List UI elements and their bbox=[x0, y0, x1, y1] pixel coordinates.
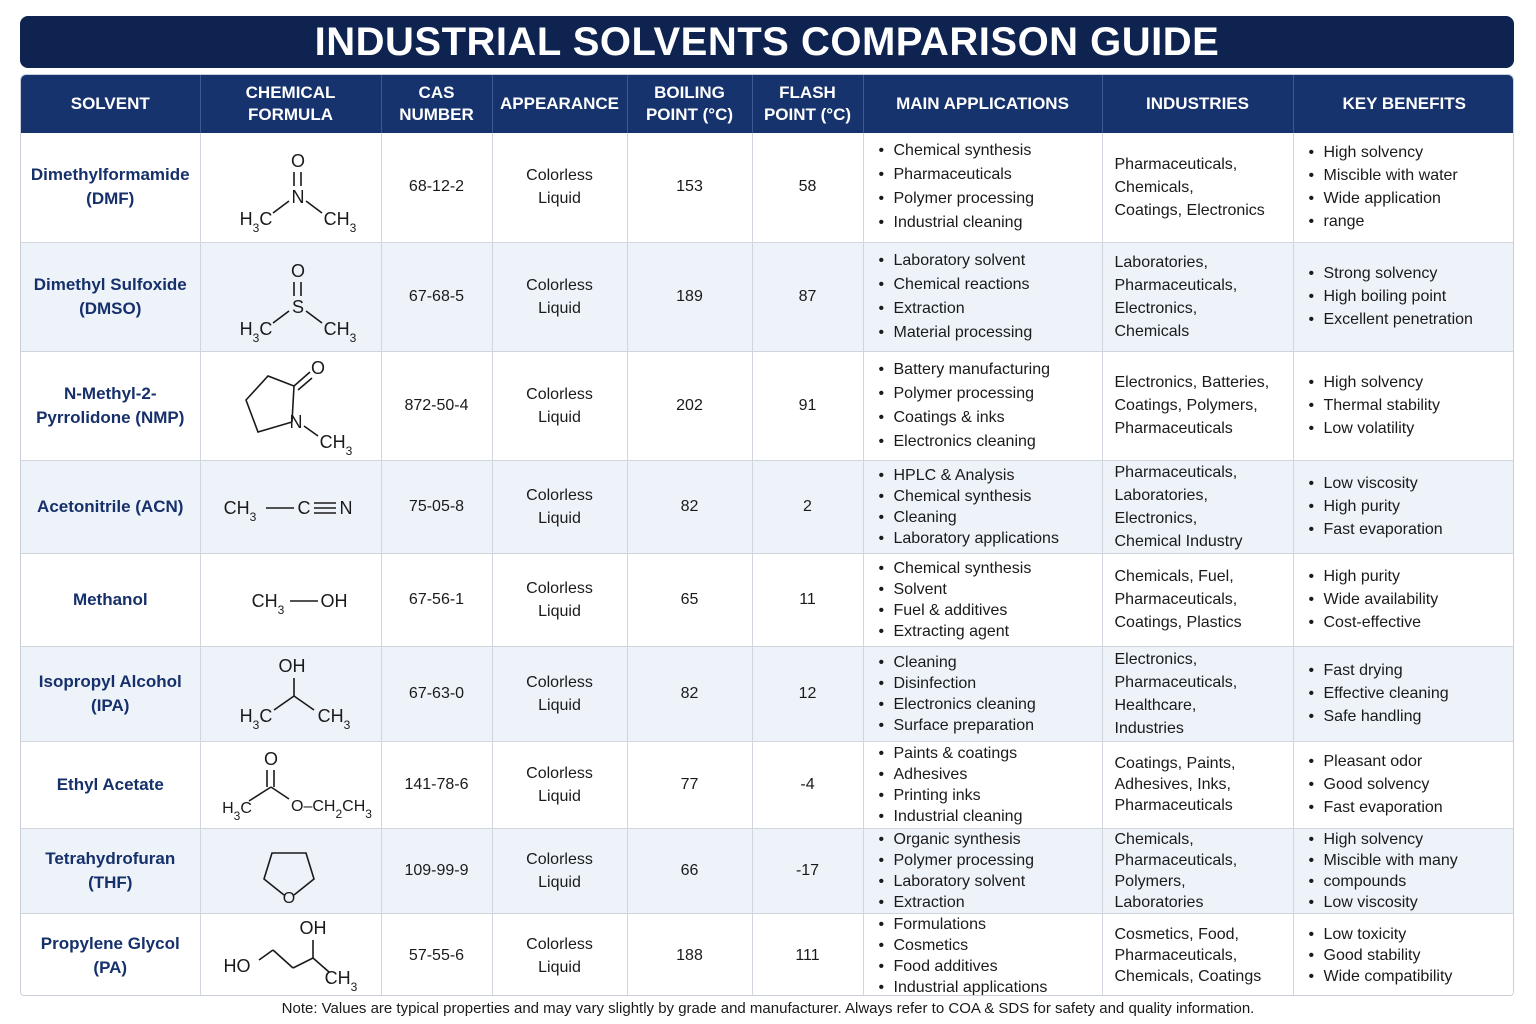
appearance: Colorless Liquid bbox=[492, 351, 627, 460]
boiling-point: 189 bbox=[627, 242, 752, 351]
list-item: • Miscible with water bbox=[1308, 164, 1506, 187]
applications-list bbox=[878, 743, 1092, 827]
key-benefits bbox=[1293, 553, 1514, 646]
appearance: Colorless Liquid bbox=[492, 913, 627, 996]
list-item: • compounds bbox=[1308, 871, 1506, 892]
industry-line: Pharmaceuticals, bbox=[1114, 463, 1238, 481]
applications-list bbox=[878, 829, 1092, 913]
flash-point: 2 bbox=[752, 460, 863, 553]
industry-line: Chemical Industry bbox=[1114, 532, 1243, 550]
solvent-name: Methanol bbox=[21, 553, 200, 646]
list-item: • Polymer processing bbox=[878, 187, 1092, 211]
cas-number: 67-68-5 bbox=[381, 242, 492, 351]
title-banner bbox=[20, 16, 1514, 68]
list-item: • Cleaning bbox=[878, 652, 1092, 673]
list-item: • Extracting agent bbox=[878, 621, 1092, 642]
applications-list bbox=[878, 652, 1092, 736]
solvent-name: Ethyl Acetate bbox=[21, 741, 200, 828]
svg-text:O: O bbox=[263, 748, 278, 769]
list-item: • range bbox=[1308, 210, 1506, 233]
industry-line: Pharmaceuticals, bbox=[1114, 591, 1238, 608]
benefits-list bbox=[1308, 750, 1506, 819]
industry-line: Electronics, bbox=[1114, 650, 1198, 668]
svg-text:CH3: $CH_3$ bbox=[251, 590, 284, 617]
industry-line: Chemicals bbox=[1114, 322, 1190, 340]
table-row bbox=[21, 646, 1514, 741]
svg-text:O: O bbox=[310, 357, 325, 378]
industry-line: Healthcare, bbox=[1114, 696, 1197, 714]
main-applications bbox=[863, 460, 1102, 553]
industry-line: Chemicals, Fuel, bbox=[1114, 568, 1234, 585]
list-item: • Low toxicity bbox=[1308, 924, 1506, 945]
industries bbox=[1102, 913, 1293, 996]
nmp-structure bbox=[206, 354, 376, 458]
industry-line: Pharmaceuticals, bbox=[1114, 851, 1238, 869]
solvent-name: Tetrahydrofuran (THF) bbox=[21, 828, 200, 913]
svg-text:O: O bbox=[290, 151, 305, 172]
list-item: • Polymer processing bbox=[878, 382, 1092, 406]
header-boiling-point: BOILING POINT (°C) bbox=[627, 75, 752, 133]
industry-line: Adhesives, Inks, bbox=[1114, 776, 1231, 793]
list-item: • Pleasant odor bbox=[1308, 750, 1506, 773]
list-item: • Fast evaporation bbox=[1308, 518, 1506, 541]
key-benefits bbox=[1293, 351, 1514, 460]
industry-line: Electronics, Batteries, bbox=[1114, 374, 1270, 391]
svg-text:CH3: $CH_3$ bbox=[317, 705, 350, 732]
applications-list bbox=[878, 558, 1092, 642]
list-item: • Chemical synthesis bbox=[878, 486, 1092, 507]
ethyl-acetate-structure bbox=[201, 743, 381, 827]
benefits-list bbox=[1308, 659, 1506, 728]
chemical-formula bbox=[200, 741, 381, 828]
acn-structure bbox=[206, 477, 376, 537]
main-applications bbox=[863, 242, 1102, 351]
flash-point: 58 bbox=[752, 133, 863, 242]
list-item: • Solvent bbox=[878, 579, 1092, 600]
boiling-point: 66 bbox=[627, 828, 752, 913]
table-header-row bbox=[21, 75, 1514, 133]
industry-line: Laboratories bbox=[1114, 893, 1204, 911]
industries bbox=[1102, 553, 1293, 646]
list-item: • High solvency bbox=[1308, 371, 1506, 394]
cas-number: 67-56-1 bbox=[381, 553, 492, 646]
industries bbox=[1102, 242, 1293, 351]
appearance: Colorless Liquid bbox=[492, 828, 627, 913]
list-item: • Laboratory solvent bbox=[878, 249, 1092, 273]
cas-number: 68-12-2 bbox=[381, 133, 492, 242]
list-item: • Pharmaceuticals bbox=[878, 163, 1092, 187]
chemical-formula bbox=[200, 133, 381, 242]
benefits-list bbox=[1308, 924, 1506, 987]
applications-list bbox=[878, 358, 1092, 454]
industry-line: Laboratories, bbox=[1114, 253, 1208, 271]
benefits-list bbox=[1308, 472, 1506, 541]
applications-list bbox=[878, 139, 1092, 235]
list-item: • Industrial cleaning bbox=[878, 211, 1092, 235]
propylene-glycol-structure bbox=[201, 916, 381, 996]
key-benefits bbox=[1293, 913, 1514, 996]
cas-number: 109-99-9 bbox=[381, 828, 492, 913]
list-item: • Organic synthesis bbox=[878, 829, 1092, 850]
header-formula: CHEMICAL FORMULA bbox=[200, 75, 381, 133]
flash-point: -4 bbox=[752, 741, 863, 828]
list-item: • Miscible with many bbox=[1308, 850, 1506, 871]
list-item: • Wide compatibility bbox=[1308, 966, 1506, 987]
svg-text:CH3: $CH_3$ bbox=[324, 967, 357, 994]
dmf-structure bbox=[206, 137, 376, 237]
svg-text:HO: HO bbox=[223, 955, 250, 976]
benefits-list bbox=[1308, 141, 1506, 233]
svg-text:OH: OH bbox=[299, 917, 326, 938]
svg-text:H3C: $H_3C$ bbox=[239, 209, 272, 236]
industry-line: Pharmaceuticals bbox=[1114, 420, 1233, 437]
industry-line: Cosmetics, Food, bbox=[1114, 926, 1239, 943]
list-item: • Formulations bbox=[878, 914, 1092, 935]
industry-line: Electronics, bbox=[1114, 299, 1198, 317]
key-benefits bbox=[1293, 242, 1514, 351]
footnote: Note: Values are typical properties and may vary slightly by grade and manufacturer. Always refer to COA & SDS for safety and quality information. bbox=[281, 1000, 1255, 1017]
solvent-name: N-Methyl-2- Pyrrolidone (NMP) bbox=[21, 351, 200, 460]
svg-text:N: N bbox=[291, 187, 304, 208]
boiling-point: 77 bbox=[627, 741, 752, 828]
benefits-list bbox=[1308, 371, 1506, 440]
boiling-point: 82 bbox=[627, 646, 752, 741]
flash-point: 111 bbox=[752, 913, 863, 996]
boiling-point: 65 bbox=[627, 553, 752, 646]
table-row bbox=[21, 242, 1514, 351]
list-item: • High solvency bbox=[1308, 141, 1506, 164]
list-item: • Low volatility bbox=[1308, 417, 1506, 440]
header-solvent: SOLVENT bbox=[21, 75, 200, 133]
list-item: • Battery manufacturing bbox=[878, 358, 1092, 382]
flash-point: -17 bbox=[752, 828, 863, 913]
table-row bbox=[21, 741, 1514, 828]
list-item: • Disinfection bbox=[878, 673, 1092, 694]
cas-number: 141-78-6 bbox=[381, 741, 492, 828]
svg-text:S: S bbox=[291, 296, 304, 317]
list-item: • Laboratory solvent bbox=[878, 871, 1092, 892]
benefits-list bbox=[1308, 262, 1506, 331]
svg-text:O–CH2CH3: $O-CH_2CH_3$ bbox=[290, 797, 372, 821]
industry-line: Coatings, Paints, bbox=[1114, 755, 1236, 772]
chemical-formula bbox=[200, 828, 381, 913]
svg-text:OH: OH bbox=[278, 655, 305, 676]
cas-number: 57-55-6 bbox=[381, 913, 492, 996]
chemical-formula bbox=[200, 460, 381, 553]
list-item: • Effective cleaning bbox=[1308, 682, 1506, 705]
industry-line: Pharmaceuticals, bbox=[1114, 673, 1238, 691]
chemical-formula bbox=[200, 351, 381, 460]
list-item: • Polymer processing bbox=[878, 850, 1092, 871]
chemical-formula bbox=[200, 553, 381, 646]
list-item: • Chemical reactions bbox=[878, 273, 1092, 297]
list-item: • Low viscosity bbox=[1308, 892, 1506, 913]
key-benefits bbox=[1293, 133, 1514, 242]
cas-number: 872-50-4 bbox=[381, 351, 492, 460]
list-item: • Fast drying bbox=[1308, 659, 1506, 682]
applications-list bbox=[878, 465, 1092, 549]
main-applications bbox=[863, 828, 1102, 913]
header-cas: CAS NUMBER bbox=[381, 75, 492, 133]
table-row bbox=[21, 913, 1514, 996]
svg-text:O: O bbox=[290, 260, 305, 281]
boiling-point: 188 bbox=[627, 913, 752, 996]
svg-text:CH3: $CH_3$ bbox=[319, 431, 352, 458]
industries bbox=[1102, 828, 1293, 913]
industry-line: Pharmaceuticals bbox=[1114, 797, 1233, 814]
solvent-name: Isopropyl Alcohol (IPA) bbox=[21, 646, 200, 741]
list-item: • Extraction bbox=[878, 892, 1092, 913]
header-industries: INDUSTRIES bbox=[1102, 75, 1293, 133]
chemical-formula bbox=[200, 913, 381, 996]
boiling-point: 82 bbox=[627, 460, 752, 553]
main-applications bbox=[863, 351, 1102, 460]
appearance: Colorless Liquid bbox=[492, 553, 627, 646]
appearance: Colorless Liquid bbox=[492, 741, 627, 828]
key-benefits bbox=[1293, 460, 1514, 553]
list-item: • Chemical synthesis bbox=[878, 139, 1092, 163]
industries bbox=[1102, 351, 1293, 460]
ipa-structure bbox=[206, 648, 376, 740]
boiling-point: 202 bbox=[627, 351, 752, 460]
methanol-structure bbox=[206, 570, 376, 630]
list-item: • High purity bbox=[1308, 495, 1506, 518]
list-item: • Food additives bbox=[878, 956, 1092, 977]
list-item: • Printing inks bbox=[878, 785, 1092, 806]
key-benefits bbox=[1293, 646, 1514, 741]
list-item: • Laboratory applications bbox=[878, 528, 1092, 549]
svg-text:H3C: $H_3C$ bbox=[239, 705, 272, 732]
svg-text:O: O bbox=[282, 889, 295, 907]
list-item: • High boiling point bbox=[1308, 285, 1506, 308]
industry-line: Chemicals, Coatings bbox=[1114, 968, 1262, 985]
list-item: • Good stability bbox=[1308, 945, 1506, 966]
flash-point: 87 bbox=[752, 242, 863, 351]
list-item: • HPLC & Analysis bbox=[878, 465, 1092, 486]
boiling-point: 153 bbox=[627, 133, 752, 242]
main-applications bbox=[863, 646, 1102, 741]
list-item: • Fast evaporation bbox=[1308, 796, 1506, 819]
industry-line: Coatings, Electronics bbox=[1114, 201, 1265, 219]
list-item: • Adhesives bbox=[878, 764, 1092, 785]
list-item: • High solvency bbox=[1308, 829, 1506, 850]
solvent-name: Acetonitrile (ACN) bbox=[21, 460, 200, 553]
list-item: • Cleaning bbox=[878, 507, 1092, 528]
list-item: • Material processing bbox=[878, 321, 1092, 345]
applications-list bbox=[878, 914, 1092, 997]
flash-point: 12 bbox=[752, 646, 863, 741]
list-item: • Safe handling bbox=[1308, 705, 1506, 728]
header-appearance: APPEARANCE bbox=[492, 75, 627, 133]
industry-line: Polymers, bbox=[1114, 872, 1186, 890]
industries bbox=[1102, 133, 1293, 242]
industry-line: Electronics, bbox=[1114, 509, 1198, 527]
list-item: • Fuel & additives bbox=[878, 600, 1092, 621]
benefits-list bbox=[1308, 565, 1506, 634]
appearance: Colorless Liquid bbox=[492, 646, 627, 741]
table-row bbox=[21, 133, 1514, 242]
list-item: • Industrial applications bbox=[878, 977, 1092, 997]
list-item: • Cost-effective bbox=[1308, 611, 1506, 634]
solvents-table bbox=[21, 75, 1514, 996]
industry-line: Chemicals, bbox=[1114, 830, 1194, 848]
table-row bbox=[21, 460, 1514, 553]
list-item: • Thermal stability bbox=[1308, 394, 1506, 417]
svg-text:N: N bbox=[339, 497, 352, 518]
list-item: • Low viscosity bbox=[1308, 472, 1506, 495]
dmso-structure bbox=[206, 247, 376, 347]
list-item: • Coatings & inks bbox=[878, 406, 1092, 430]
industries bbox=[1102, 646, 1293, 741]
table-row bbox=[21, 553, 1514, 646]
industries bbox=[1102, 460, 1293, 553]
applications-list bbox=[878, 249, 1092, 345]
list-item: • Strong solvency bbox=[1308, 262, 1506, 285]
main-applications bbox=[863, 553, 1102, 646]
solvent-name: Propylene Glycol (PA) bbox=[21, 913, 200, 996]
appearance: Colorless Liquid bbox=[492, 242, 627, 351]
list-item: • Paints & coatings bbox=[878, 743, 1092, 764]
key-benefits bbox=[1293, 828, 1514, 913]
chemical-formula bbox=[200, 242, 381, 351]
header-flash-point: FLASH POINT (°C) bbox=[752, 75, 863, 133]
cas-number: 67-63-0 bbox=[381, 646, 492, 741]
industry-line: Pharmaceuticals, bbox=[1114, 947, 1238, 964]
list-item: • Electronics cleaning bbox=[878, 694, 1092, 715]
table-row bbox=[21, 828, 1514, 913]
svg-text:CH3: $CH_3$ bbox=[323, 318, 356, 345]
page-title: INDUSTRIAL SOLVENTS COMPARISON GUIDE bbox=[314, 19, 1220, 64]
svg-text:H3C: $H_3C$ bbox=[221, 799, 252, 823]
solvents-table-container bbox=[20, 74, 1514, 996]
chemical-formula bbox=[200, 646, 381, 741]
benefits-list bbox=[1308, 829, 1506, 913]
industry-line: Pharmaceuticals, bbox=[1114, 155, 1238, 173]
svg-text:N: N bbox=[289, 411, 302, 432]
svg-text:H3C: $H_3C$ bbox=[239, 318, 272, 345]
header-benefits: KEY BENEFITS bbox=[1293, 75, 1514, 133]
list-item: • Wide availability bbox=[1308, 588, 1506, 611]
list-item: • Extraction bbox=[878, 297, 1092, 321]
list-item: • Wide application bbox=[1308, 187, 1506, 210]
solvent-name: Dimethyl Sulfoxide (DMSO) bbox=[21, 242, 200, 351]
list-item: • High purity bbox=[1308, 565, 1506, 588]
thf-structure bbox=[206, 831, 376, 911]
svg-text:OH: OH bbox=[320, 590, 347, 611]
svg-text:CH3: $CH_3$ bbox=[323, 209, 356, 236]
industry-line: Laboratories, bbox=[1114, 486, 1208, 504]
list-item: • Excellent penetration bbox=[1308, 308, 1506, 331]
solvent-name: Dimethylformamide (DMF) bbox=[21, 133, 200, 242]
industries bbox=[1102, 741, 1293, 828]
industry-line: Coatings, Polymers, bbox=[1114, 397, 1258, 414]
list-item: • Chemical synthesis bbox=[878, 558, 1092, 579]
main-applications bbox=[863, 741, 1102, 828]
list-item: • Industrial cleaning bbox=[878, 806, 1092, 827]
table-row bbox=[21, 351, 1514, 460]
flash-point: 11 bbox=[752, 553, 863, 646]
appearance: Colorless Liquid bbox=[492, 460, 627, 553]
svg-text:C: C bbox=[297, 497, 310, 518]
industry-line: Chemicals, bbox=[1114, 178, 1194, 196]
main-applications bbox=[863, 913, 1102, 996]
cas-number: 75-05-8 bbox=[381, 460, 492, 553]
flash-point: 91 bbox=[752, 351, 863, 460]
appearance: Colorless Liquid bbox=[492, 133, 627, 242]
list-item: • Electronics cleaning bbox=[878, 430, 1092, 454]
industry-line: Pharmaceuticals, bbox=[1114, 276, 1238, 294]
list-item: • Good solvency bbox=[1308, 773, 1506, 796]
header-applications: MAIN APPLICATIONS bbox=[863, 75, 1102, 133]
industry-line: Industries bbox=[1114, 719, 1184, 737]
main-applications bbox=[863, 133, 1102, 242]
list-item: • Surface preparation bbox=[878, 715, 1092, 736]
list-item: • Cosmetics bbox=[878, 935, 1092, 956]
key-benefits bbox=[1293, 741, 1514, 828]
svg-text:CH3: $CH_3$ bbox=[223, 497, 256, 524]
industry-line: Coatings, Plastics bbox=[1114, 614, 1242, 631]
